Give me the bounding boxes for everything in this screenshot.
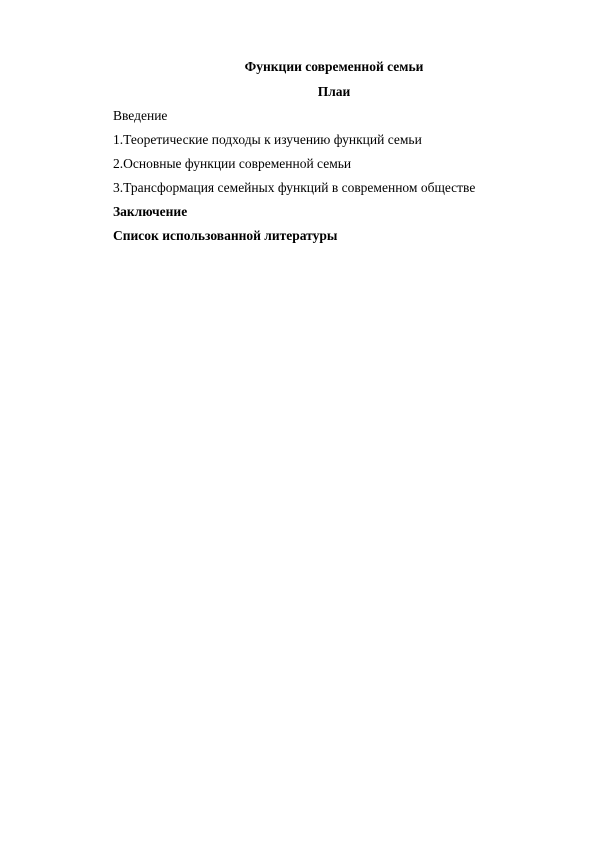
toc-item-section-2: 2.Основные функции современной семьи	[113, 156, 352, 171]
document-title: Функции современной семьи	[244, 59, 424, 74]
toc-item-section-3: 3.Трансформация семейных функций в современном обществе	[113, 180, 476, 195]
toc-item-conclusion: Заключение	[113, 204, 188, 219]
toc-item-references: Список использованной литературы	[113, 228, 338, 243]
toc-item-introduction: Введение	[113, 108, 168, 123]
plan-heading: Плаи	[317, 84, 351, 99]
toc-item-section-1: 1.Теоретические подходы к изучению функций семьи	[113, 132, 422, 147]
